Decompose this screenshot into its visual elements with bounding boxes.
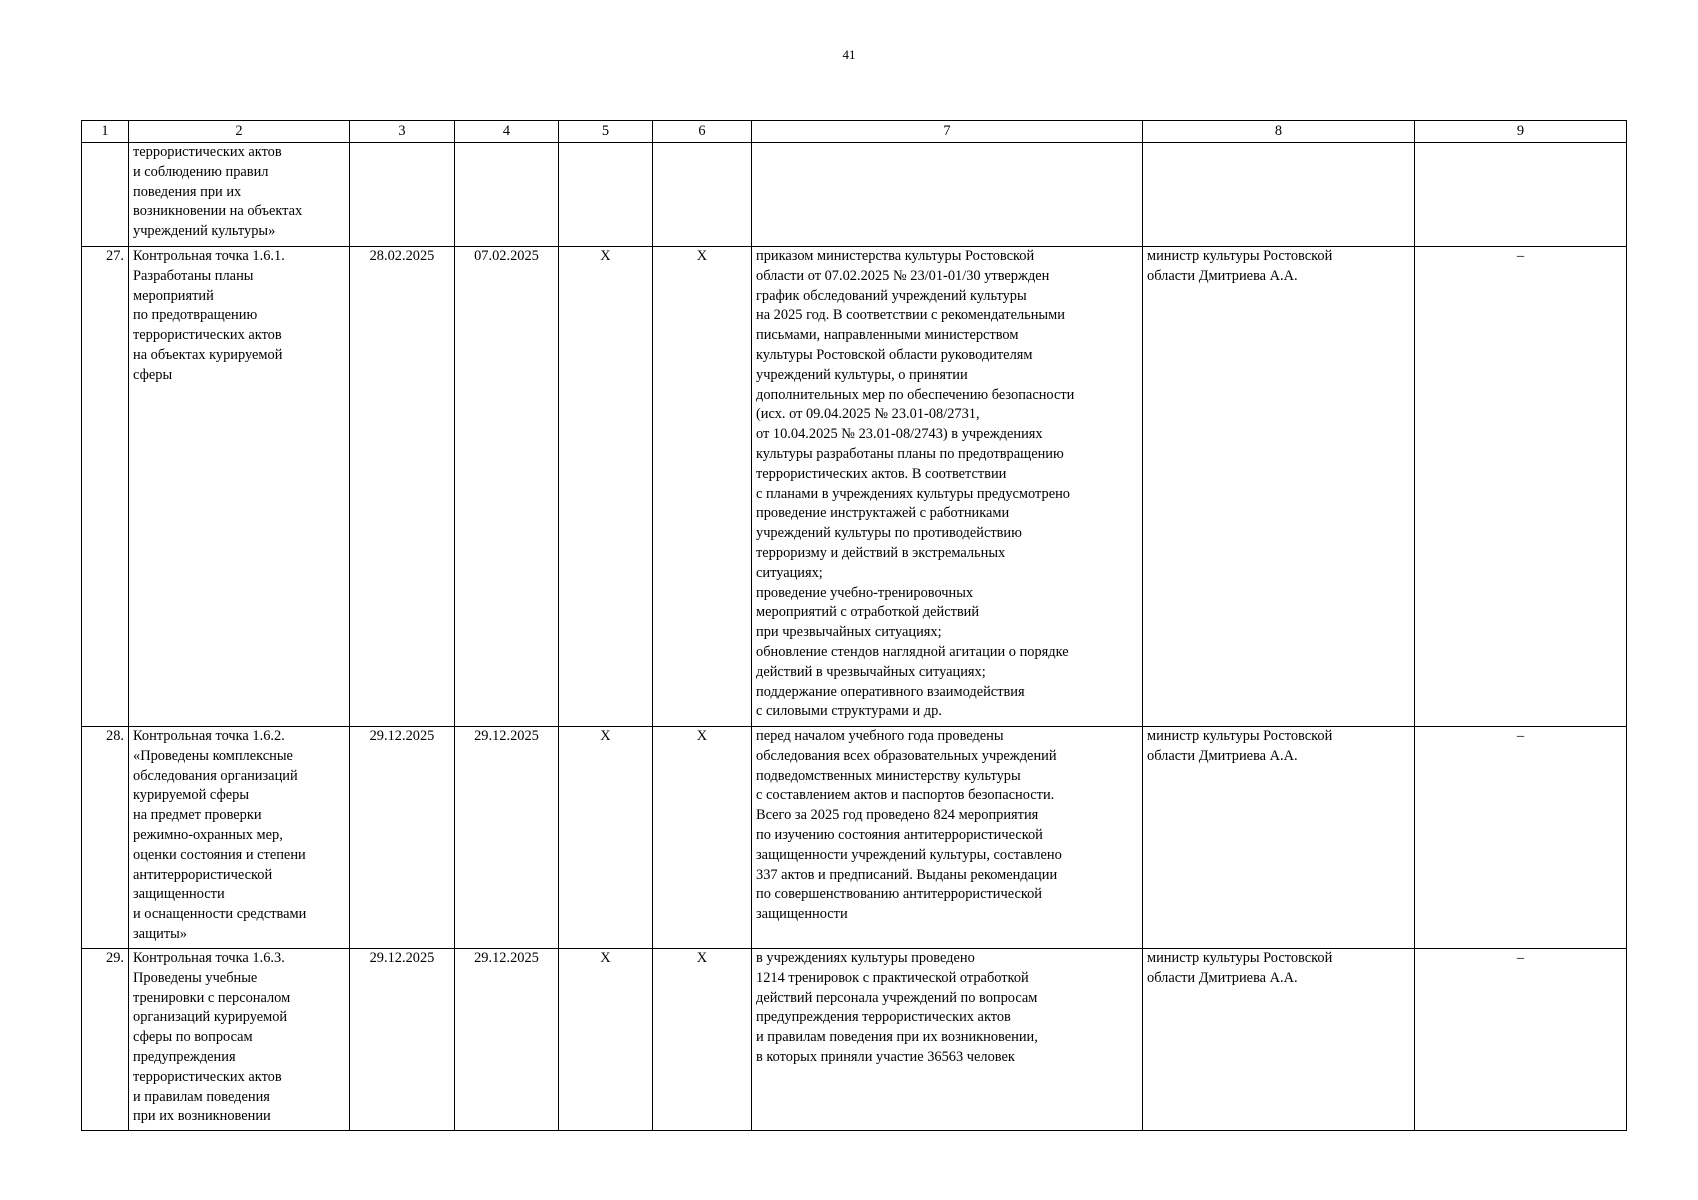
plan-date-cell: 29.12.2025 [350, 949, 455, 1131]
row-number-cell: 29. [82, 949, 129, 1131]
column-header: 4 [455, 121, 559, 143]
col5-cell [559, 143, 653, 247]
row-number-cell [82, 143, 129, 247]
column-header: 7 [752, 121, 1143, 143]
responsible-cell: министр культуры Ростовской области Дмитриева А.А. [1143, 727, 1415, 949]
responsible-cell: министр культуры Ростовской области Дмитриева А.А. [1143, 247, 1415, 727]
table-row [82, 949, 1627, 1131]
row-number-cell: 28. [82, 727, 129, 949]
column-header: 2 [129, 121, 350, 143]
col5-cell: Х [559, 727, 653, 949]
col5-cell: Х [559, 247, 653, 727]
responsible-cell: министр культуры Ростовской области Дмитриева А.А. [1143, 949, 1415, 1131]
table-row [82, 247, 1627, 727]
col6-cell [653, 143, 752, 247]
col6-cell: Х [653, 949, 752, 1131]
result-cell: приказом министерства культуры Ростовской области от 07.02.2025 № 23/01-01/30 утвержден график обследований учреждений культуры на 2025 год. В соответствии с рекомендательными письмами, направленными министерством культуры Ростовской области руководителям учреждений культуры, о принятии дополнительных мер по обеспечению безопасности (исх. от 09.04.2025 № 23.01-08/2731, от 10.04.2025 № 23.01-08/2743) в учреждениях культуры разработаны планы по предотвращению террористических актов. В соответствии с планами в учреждениях культуры предусмотрено проведение инструктажей с работниками учреждений культуры по противодействию терроризму и действий в экстремальных ситуациях; проведение учебно-тренировочных мероприятий с отработкой действий при чрезвычайных ситуациях; обновление стендов наглядной агитации о порядке действий в чрезвычайных ситуациях; поддержание оперативного взаимодействия с силовыми структурами и др. [752, 247, 1143, 727]
fact-date-cell [455, 143, 559, 247]
column-header: 8 [1143, 121, 1415, 143]
note-cell: – [1415, 727, 1627, 949]
plan-date-cell [350, 143, 455, 247]
fact-date-cell: 29.12.2025 [455, 727, 559, 949]
column-header: 6 [653, 121, 752, 143]
result-cell [752, 143, 1143, 247]
table-row [82, 143, 1627, 247]
note-cell: – [1415, 247, 1627, 727]
fact-date-cell: 29.12.2025 [455, 949, 559, 1131]
plan-date-cell: 29.12.2025 [350, 727, 455, 949]
event-cell: Контрольная точка 1.6.2. «Проведены комплексные обследования организаций курируемой сферы на предмет проверки режимно-охранных мер, оценки состояния и степени антитеррористической защищенности и оснащенности средствами защиты» [129, 727, 350, 949]
result-cell: перед началом учебного года проведены обследования всех образовательных учреждений подведомственных министерству культуры с составлением актов и паспортов безопасности. Всего за 2025 год проведено 824 мероприятия по изучению состояния антитеррористической защищенности учреждений культуры, составлено 337 актов и предписаний. Выданы рекомендации по совершенствованию антитеррористической защищенности [752, 727, 1143, 949]
page-number: 41 [842, 47, 856, 62]
event-cell: Контрольная точка 1.6.3. Проведены учебные тренировки с персоналом организаций курируемой сферы по вопросам предупреждения террористических актов и правилам поведения при их возникновении [129, 949, 350, 1131]
col6-cell: Х [653, 727, 752, 949]
event-cell: террористических актов и соблюдению правил поведения при их возникновении на объектах учреждений культуры» [129, 143, 350, 247]
result-cell: в учреждениях культуры проведено 1214 тренировок с практической отработкой действий персонала учреждений по вопросам предупреждения террористических актов и правилам поведения при их возникновении, в которых приняли участие 36563 человек [752, 949, 1143, 1131]
plan-date-cell: 28.02.2025 [350, 247, 455, 727]
column-number-header-row [82, 121, 1627, 143]
note-cell: – [1415, 949, 1627, 1131]
column-header: 9 [1415, 121, 1627, 143]
report-table [81, 120, 1627, 1131]
table-row [82, 727, 1627, 949]
responsible-cell [1143, 143, 1415, 247]
column-header: 5 [559, 121, 653, 143]
column-header: 3 [350, 121, 455, 143]
event-cell: Контрольная точка 1.6.1. Разработаны планы мероприятий по предотвращению террористических актов на объектах курируемой сферы [129, 247, 350, 727]
col6-cell: Х [653, 247, 752, 727]
col5-cell: Х [559, 949, 653, 1131]
note-cell [1415, 143, 1627, 247]
row-number-cell: 27. [82, 247, 129, 727]
fact-date-cell: 07.02.2025 [455, 247, 559, 727]
column-header: 1 [82, 121, 129, 143]
